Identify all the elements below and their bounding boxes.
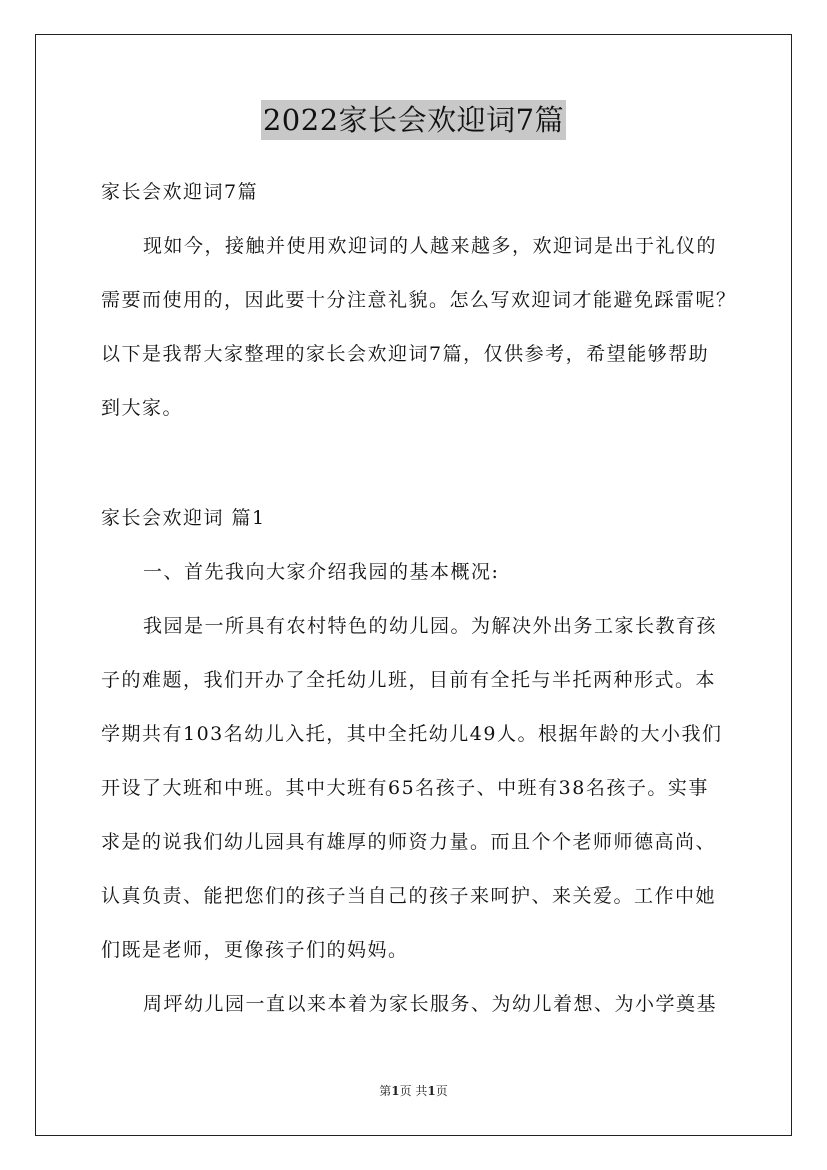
intro-line-2: 需要而使用的，因此要十分注意礼貌。怎么写欢迎词才能避免踩雷呢？ — [101, 289, 737, 311]
section-line-2: 我园是一所具有农村特色的幼儿园。为解决外出务工家长教育孩 — [143, 615, 718, 637]
footer-page-suffix: 页 — [435, 1084, 448, 1098]
intro-paragraph — [101, 219, 737, 435]
section-line-3: 子的难题，我们开办了全托幼儿班，目前有全托与半托两种形式。本 — [101, 669, 717, 691]
footer-page-prefix: 第 — [379, 1084, 392, 1098]
section-line-6: 求是的说我们幼儿园具有雄厚的师资力量。而且个个老师师德高尚、 — [101, 831, 717, 853]
intro-line-1: 现如今，接触并使用欢迎词的人越来越多，欢迎词是出于礼仪的 — [143, 235, 718, 257]
intro-line-3: 以下是我帮大家整理的家长会欢迎词7篇，仅供参考，希望能够帮助 — [101, 343, 710, 365]
intro-line-4: 到大家。 — [101, 397, 184, 419]
footer-page-current: 1 — [391, 1084, 400, 1098]
page-footer — [0, 1083, 827, 1099]
section-line-1: 一、首先我向大家介绍我园的基本概况: — [143, 561, 500, 583]
section-line-7: 认真负责、能把您们的孩子当自己的孩子来呵护、来关爱。工作中她 — [101, 885, 717, 907]
section-line-8: 们既是老师，更像孩子们的妈妈。 — [101, 939, 409, 961]
footer-page-mid: 页 共 — [399, 1084, 428, 1098]
section-heading: 家长会欢迎词 篇1 — [101, 507, 266, 529]
section-line-4: 学期共有103名幼儿入托，其中全托幼儿49人。根据年龄的大小我们 — [101, 723, 723, 745]
section-1 — [101, 491, 731, 1031]
footer-page-total: 1 — [427, 1084, 436, 1098]
section-line-9: 周坪幼儿园一直以来本着为家长服务、为幼儿着想、为小学奠基 — [143, 993, 718, 1015]
section-line-5: 开设了大班和中班。其中大班有65名孩子、中班有38名孩子。实事 — [101, 777, 709, 799]
title-container — [0, 100, 827, 140]
document-subtitle: 家长会欢迎词7篇 — [101, 181, 259, 203]
subtitle-block — [101, 165, 731, 219]
document-title: 2022家长会欢迎词7篇 — [261, 100, 566, 140]
